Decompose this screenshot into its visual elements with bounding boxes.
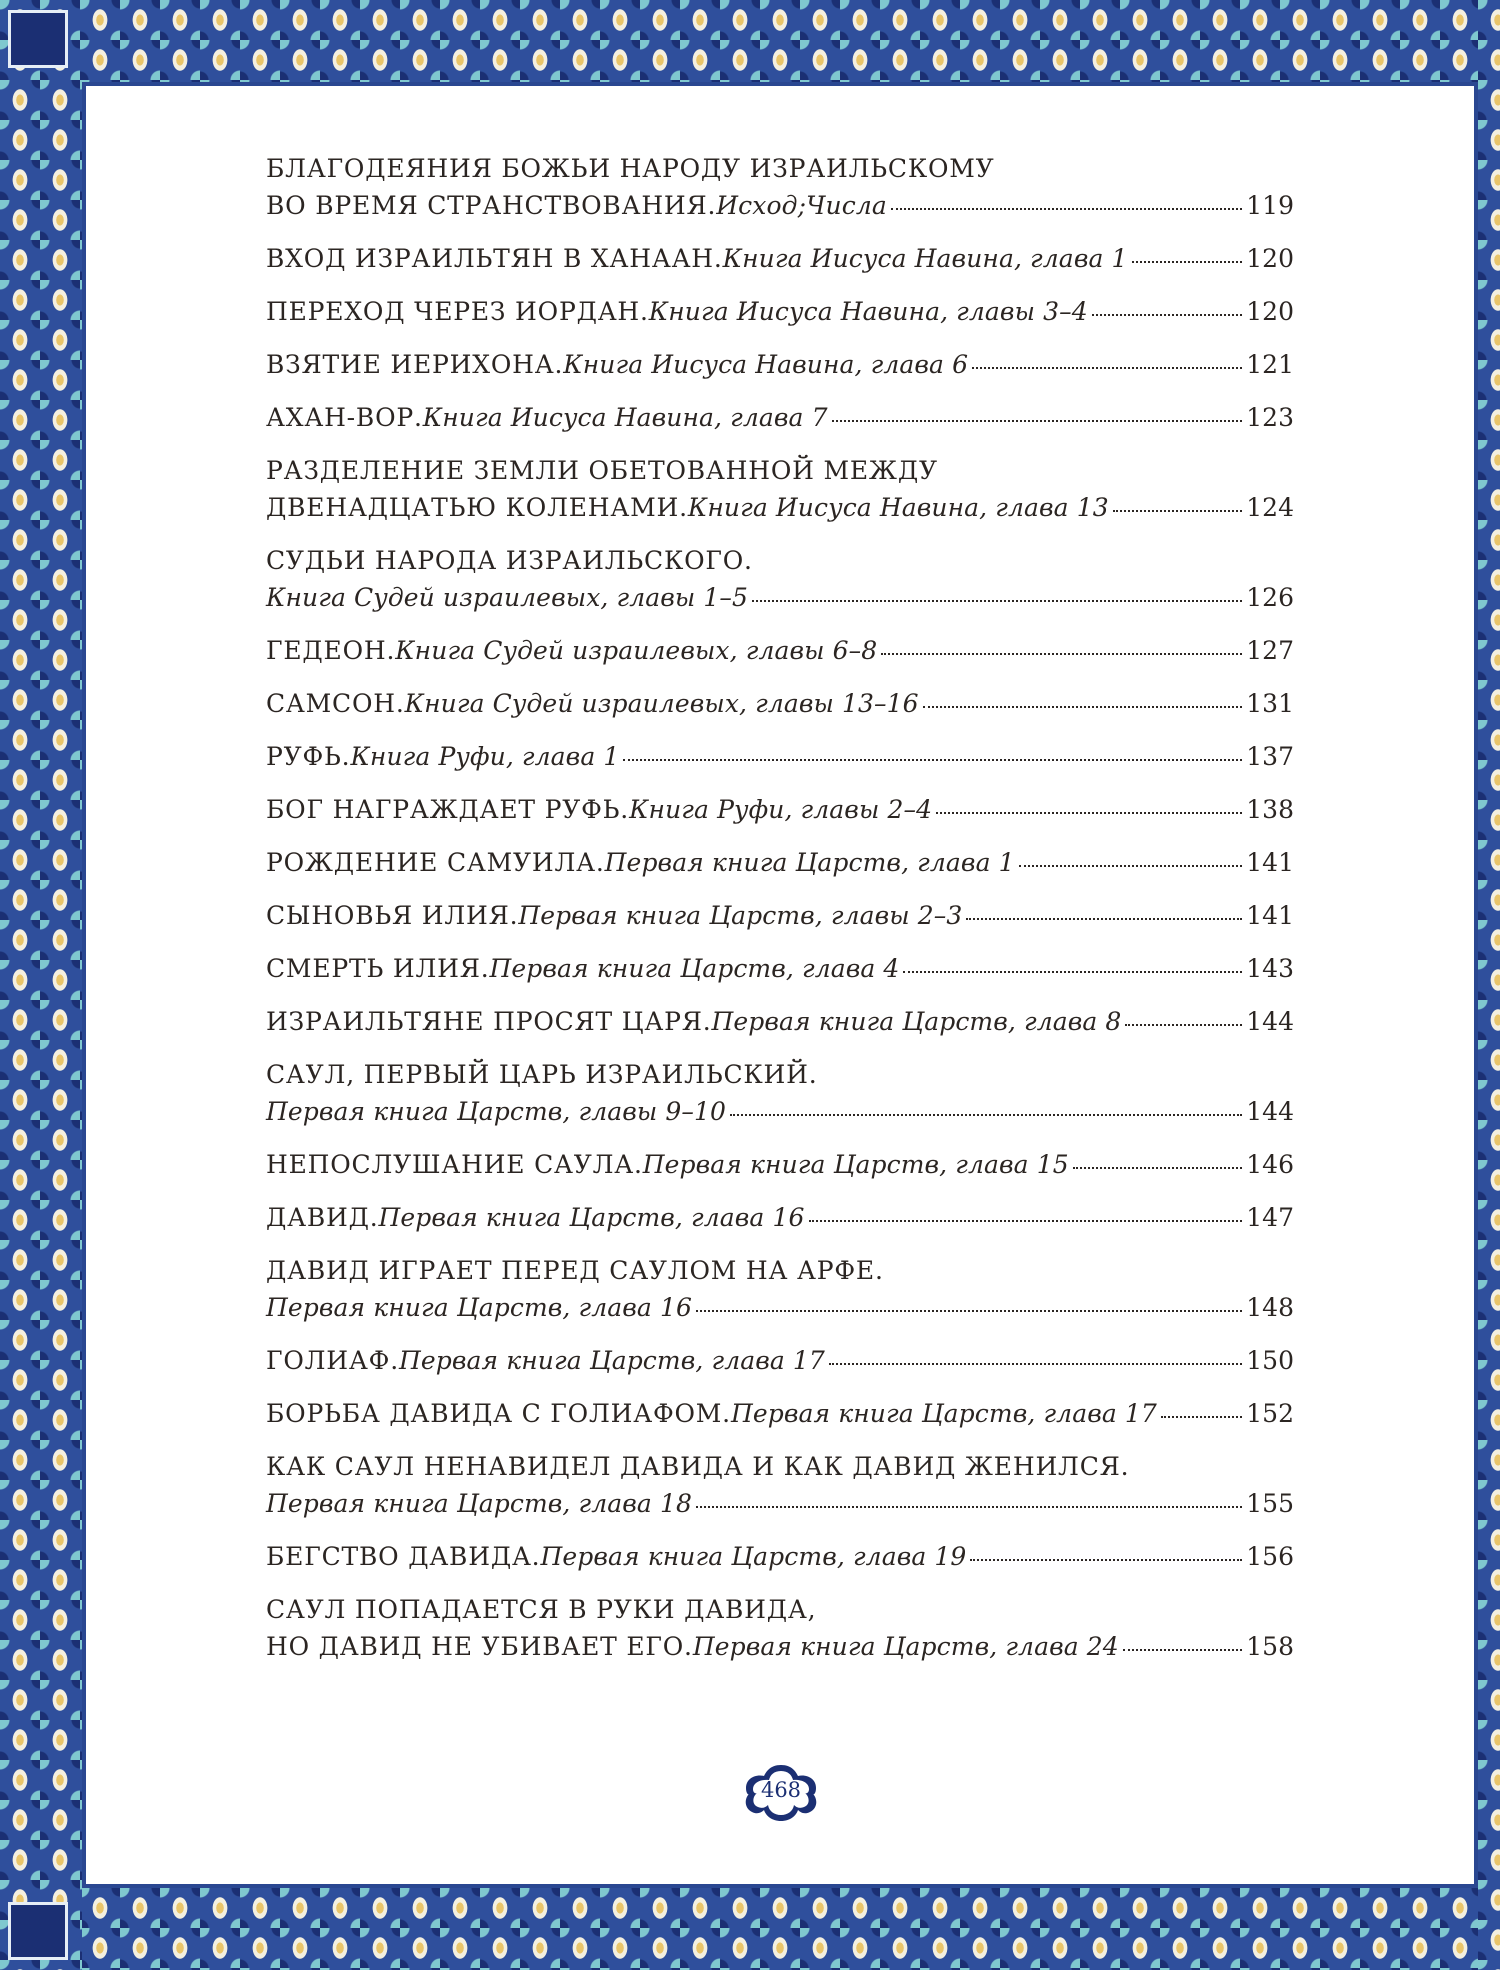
toc-entry-title: ГОЛИАФ. — [266, 1346, 399, 1375]
toc-entry — [266, 1448, 1294, 1522]
toc-entry-line — [266, 1485, 1294, 1522]
toc-entry — [266, 632, 1294, 669]
ornamental-border-top — [0, 0, 1500, 82]
table-of-contents — [266, 150, 1294, 1681]
toc-entry-title: ГЕДЕОН. — [266, 636, 396, 665]
toc-entry-source: Первая книга Царств, глава 17 — [398, 1346, 825, 1375]
toc-entry-line — [266, 240, 1294, 277]
toc-entry-source: Первая книга Царств, глава 16 — [378, 1203, 805, 1232]
toc-entry-line — [266, 489, 1294, 526]
toc-page-number: 143 — [1246, 954, 1294, 983]
toc-entry — [266, 791, 1294, 828]
toc-page-number: 144 — [1246, 1007, 1294, 1036]
toc-entry — [266, 685, 1294, 722]
toc-entry-title: СЫНОВЬЯ ИЛИЯ. — [266, 901, 519, 930]
toc-entry-title: БОГ НАГРАЖДАЕТ РУФЬ. — [266, 795, 630, 824]
ornamental-border-right — [1478, 0, 1500, 1970]
dot-leader — [966, 918, 1242, 920]
toc-entry-title: ДВЕНАДЦАТЬЮ КОЛЕНАМИ. — [266, 493, 688, 522]
toc-entry-source: Книга Судей израилевых, главы 13–16 — [404, 689, 919, 718]
toc-entry-line — [266, 542, 1294, 579]
page-number: 468 — [760, 1778, 802, 1802]
toc-entry-line — [266, 738, 1294, 775]
toc-entry-line — [266, 844, 1294, 881]
toc-entry-line — [266, 452, 1294, 489]
toc-entry-title: БОРЬБА ДАВИДА С ГОЛИАФОМ. — [266, 1399, 731, 1428]
toc-entry-source: Книга Иисуса Навина, глава 13 — [687, 493, 1109, 522]
toc-entry — [266, 346, 1294, 383]
toc-page-number: 120 — [1246, 244, 1294, 273]
toc-entry — [266, 897, 1294, 934]
toc-page-number: 152 — [1246, 1399, 1294, 1428]
toc-page-number: 146 — [1246, 1150, 1294, 1179]
dot-leader — [730, 1114, 1242, 1116]
toc-entry-source: Первая книга Царств, глава 8 — [711, 1007, 1122, 1036]
ornamental-border-left — [0, 0, 82, 1970]
toc-entry-line — [266, 579, 1294, 616]
toc-entry — [266, 950, 1294, 987]
toc-entry-line — [266, 1252, 1294, 1289]
toc-page-number: 123 — [1246, 403, 1294, 432]
toc-page-number: 158 — [1246, 1632, 1294, 1661]
toc-entry — [266, 1395, 1294, 1432]
dot-leader — [936, 812, 1242, 814]
toc-entry-source: Первая книга Царств, глава 24 — [692, 1632, 1119, 1661]
toc-entry-line — [266, 1342, 1294, 1379]
dot-leader — [1019, 865, 1243, 867]
toc-entry-source: Первая книга Царств, глава 16 — [266, 1293, 692, 1322]
toc-entry-title: СУДЬИ НАРОДА ИЗРАИЛЬСКОГО. — [266, 546, 753, 575]
toc-entry-title: ВХОД ИЗРАИЛЬТЯН В ХАНААН. — [266, 244, 723, 273]
toc-entry-title: КАК САУЛ НЕНАВИДЕЛ ДАВИДА И КАК ДАВИД ЖЕНИЛСЯ. — [266, 1452, 1130, 1481]
toc-entry-title: ПЕРЕХОД ЧЕРЕЗ ИОРДАН. — [266, 297, 649, 326]
toc-entry-line — [266, 150, 1294, 187]
toc-entry-line — [266, 1199, 1294, 1236]
toc-entry-title: САМСОН. — [266, 689, 405, 718]
toc-entry — [266, 1538, 1294, 1575]
dot-leader — [1125, 1024, 1242, 1026]
dot-leader — [891, 208, 1242, 210]
toc-page-number: 124 — [1246, 493, 1294, 522]
toc-entry-source: Первая книга Царств, глава 4 — [489, 954, 900, 983]
toc-entry-source: Книга Руфи, главы 2–4 — [629, 795, 933, 824]
toc-entry-title: НО ДАВИД НЕ УБИВАЕТ ЕГО. — [266, 1632, 693, 1661]
toc-entry-source: Исход;Числа — [716, 191, 887, 220]
toc-entry-source: Первая книга Царств, глава 1 — [604, 848, 1015, 877]
toc-entry-title: РОЖДЕНИЕ САМУИЛА. — [266, 848, 605, 877]
dot-leader — [1132, 261, 1243, 263]
toc-entry-line — [266, 1591, 1294, 1628]
toc-entry — [266, 1199, 1294, 1236]
toc-entry-line — [266, 1538, 1294, 1575]
toc-page-number: 120 — [1246, 297, 1294, 326]
dot-leader — [881, 653, 1242, 655]
toc-entry-line — [266, 1146, 1294, 1183]
toc-entry — [266, 542, 1294, 616]
toc-entry-title: ИЗРАИЛЬТЯНЕ ПРОСЯТ ЦАРЯ. — [266, 1007, 712, 1036]
toc-entry — [266, 738, 1294, 775]
toc-page-number: 147 — [1246, 1203, 1294, 1232]
toc-page-number: 141 — [1246, 901, 1294, 930]
toc-entry-source: Первая книга Царств, глава 18 — [266, 1489, 692, 1518]
toc-entry-title: САУЛ, ПЕРВЫЙ ЦАРЬ ИЗРАИЛЬСКИЙ. — [266, 1060, 818, 1089]
toc-entry-source: Первая книга Царств, главы 2–3 — [518, 901, 963, 930]
toc-entry-title: БЕГСТВО ДАВИДА. — [266, 1542, 541, 1571]
page-number-badge — [742, 1762, 820, 1824]
dot-leader — [829, 1363, 1242, 1365]
toc-entry-source: Книга Иисуса Навина, главы 3–4 — [648, 297, 1088, 326]
toc-entry-line — [266, 1448, 1294, 1485]
toc-entry — [266, 240, 1294, 277]
toc-entry — [266, 1056, 1294, 1130]
border-corner-ornament-icon — [8, 1902, 68, 1960]
toc-page-number: 126 — [1246, 583, 1294, 612]
toc-entry-source: Первая книга Царств, главы 9–10 — [266, 1097, 727, 1126]
dot-leader — [923, 706, 1243, 708]
toc-page-number: 137 — [1246, 742, 1294, 771]
toc-entry — [266, 1591, 1294, 1665]
toc-page-number: 119 — [1246, 191, 1294, 220]
toc-entry-source: Книга Иисуса Навина, глава 7 — [422, 403, 828, 432]
dot-leader — [696, 1506, 1242, 1508]
toc-entry-source: Книга Судей израилевых, главы 6–8 — [395, 636, 878, 665]
toc-entry — [266, 1146, 1294, 1183]
dot-leader — [752, 600, 1242, 602]
toc-entry-line — [266, 399, 1294, 436]
toc-entry-title: ДАВИД ИГРАЕТ ПЕРЕД САУЛОМ НА АРФЕ. — [266, 1256, 884, 1285]
toc-entry-title: НЕПОСЛУШАНИЕ САУЛА. — [266, 1150, 643, 1179]
toc-entry-source: Книга Иисуса Навина, глава 1 — [722, 244, 1128, 273]
toc-entry-line — [266, 1289, 1294, 1326]
dot-leader — [623, 759, 1242, 761]
toc-page-number: 155 — [1246, 1489, 1294, 1518]
dot-leader — [1092, 314, 1243, 316]
toc-entry — [266, 399, 1294, 436]
toc-entry-line — [266, 1395, 1294, 1432]
dot-leader — [832, 420, 1243, 422]
dot-leader — [903, 971, 1242, 973]
toc-entry-source: Книга Иисуса Навина, глава 6 — [563, 350, 969, 379]
toc-entry-source: Первая книга Царств, глава 19 — [540, 1542, 967, 1571]
toc-page-number: 156 — [1246, 1542, 1294, 1571]
toc-entry — [266, 1003, 1294, 1040]
toc-entry-title: РАЗДЕЛЕНИЕ ЗЕМЛИ ОБЕТОВАННОЙ МЕЖДУ — [266, 456, 938, 485]
toc-entry-line — [266, 1093, 1294, 1130]
toc-page-number: 138 — [1246, 795, 1294, 824]
toc-entry-line — [266, 791, 1294, 828]
toc-entry-source: Книга Судей израилевых, главы 1–5 — [266, 583, 749, 612]
dot-leader — [970, 1559, 1242, 1561]
ornamental-border-bottom — [0, 1888, 1500, 1970]
dot-leader — [1113, 510, 1243, 512]
toc-page-number: 141 — [1246, 848, 1294, 877]
toc-entry-line — [266, 632, 1294, 669]
toc-page-number: 127 — [1246, 636, 1294, 665]
toc-entry-line — [266, 685, 1294, 722]
border-corner-ornament-icon — [8, 10, 68, 68]
dot-leader — [1161, 1416, 1242, 1418]
dot-leader — [1073, 1167, 1243, 1169]
toc-entry-line — [266, 1056, 1294, 1093]
toc-entry-title: АХАН-ВОР. — [266, 403, 423, 432]
toc-entry — [266, 844, 1294, 881]
toc-entry-title: ВЗЯТИЕ ИЕРИХОНА. — [266, 350, 564, 379]
dot-leader — [809, 1220, 1243, 1222]
toc-entry-title: ДАВИД. — [266, 1203, 379, 1232]
toc-entry — [266, 1342, 1294, 1379]
toc-entry-line — [266, 897, 1294, 934]
toc-entry-title: БЛАГОДЕЯНИЯ БОЖЬИ НАРОДУ ИЗРАИЛЬСКОМУ — [266, 154, 995, 183]
toc-page-number: 148 — [1246, 1293, 1294, 1322]
toc-page-number: 150 — [1246, 1346, 1294, 1375]
toc-entry-source: Первая книга Царств, глава 17 — [730, 1399, 1157, 1428]
toc-entry — [266, 293, 1294, 330]
toc-entry-line — [266, 1628, 1294, 1665]
toc-page-number: 144 — [1246, 1097, 1294, 1126]
toc-entry-title: ВО ВРЕМЯ СТРАНСТВОВАНИЯ. — [266, 191, 717, 220]
toc-entry-line — [266, 950, 1294, 987]
toc-entry-source: Первая книга Царств, глава 15 — [642, 1150, 1069, 1179]
toc-page-number: 121 — [1246, 350, 1294, 379]
toc-entry-line — [266, 346, 1294, 383]
toc-entry-line — [266, 293, 1294, 330]
toc-entry — [266, 452, 1294, 526]
dot-leader — [1123, 1649, 1242, 1651]
dot-leader — [972, 367, 1242, 369]
toc-entry-title: СМЕРТЬ ИЛИЯ. — [266, 954, 490, 983]
toc-entry — [266, 150, 1294, 224]
toc-entry-title: САУЛ ПОПАДАЕТСЯ В РУКИ ДАВИДА, — [266, 1595, 817, 1624]
toc-entry-line — [266, 1003, 1294, 1040]
toc-entry-source: Книга Руфи, глава 1 — [350, 742, 620, 771]
toc-page-number: 131 — [1246, 689, 1294, 718]
toc-entry-title: РУФЬ. — [266, 742, 351, 771]
dot-leader — [696, 1310, 1242, 1312]
toc-entry-line — [266, 187, 1294, 224]
toc-entry — [266, 1252, 1294, 1326]
